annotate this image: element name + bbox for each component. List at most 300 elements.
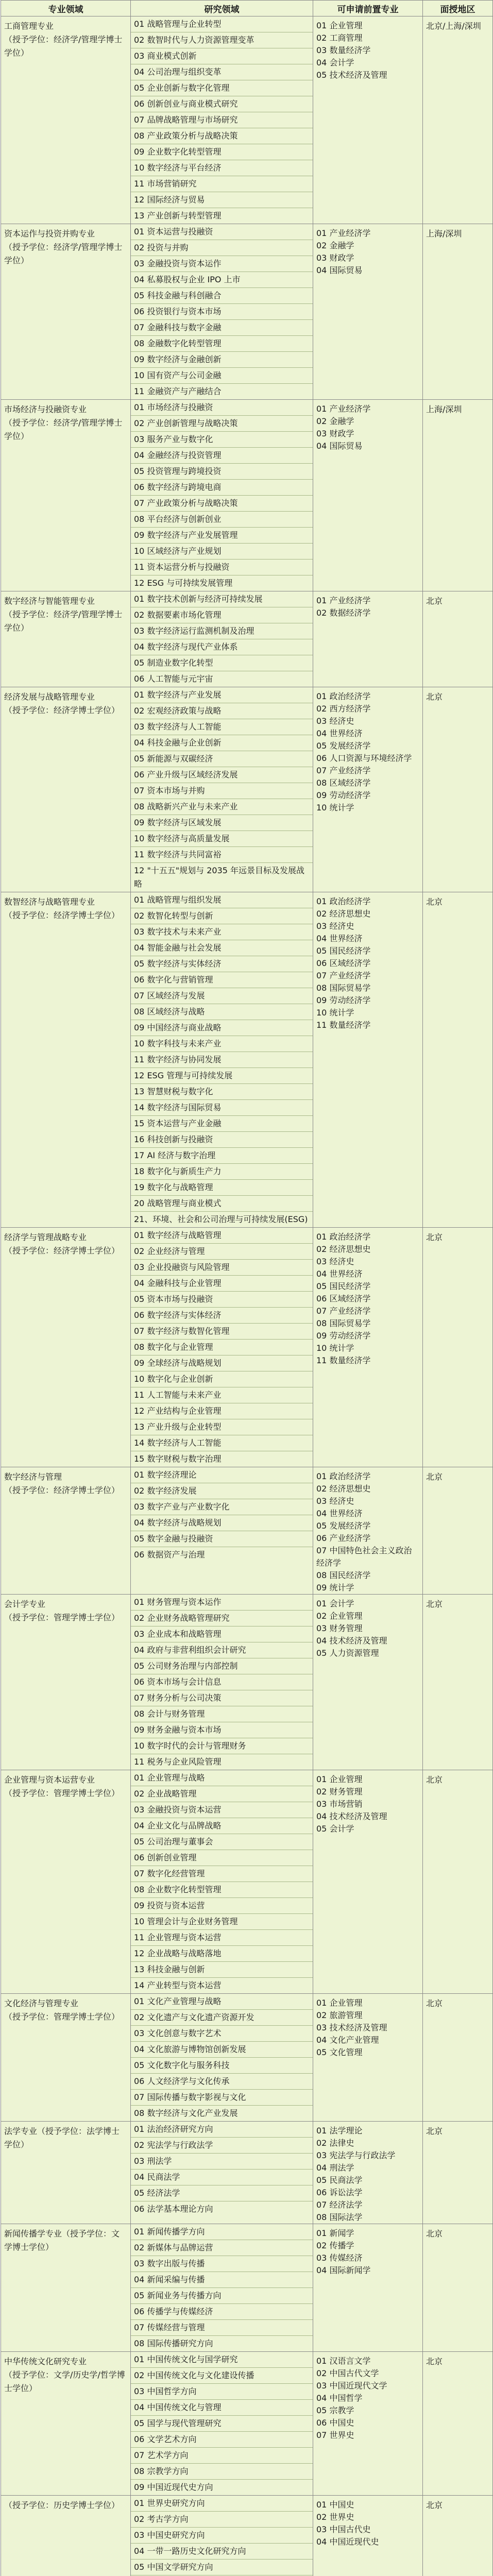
major-item: 05 发展经济学 <box>316 741 371 751</box>
direction-item: 04 科技金融与企业创新 <box>131 735 313 751</box>
direction-item: 03 商业模式创新 <box>131 48 313 64</box>
region-cell: 北京 <box>423 2122 493 2224</box>
major-item: 01 产业经济学 <box>316 404 371 414</box>
major-item: 01 政治经济学 <box>316 1232 371 1242</box>
direction-item: 06 创新创业与商业模式研究 <box>131 96 313 112</box>
direction-item: 11 资本运营分析与投融资 <box>131 560 313 575</box>
direction-item: 01 财务管理与资本运作 <box>131 1595 313 1611</box>
major-item: 02 企业管理 <box>316 1611 363 1621</box>
major-item: 04 世界经济 <box>316 1269 363 1279</box>
direction-item: 01 数字经济与战略管理 <box>131 1228 313 1244</box>
major-item: 01 企业管理 <box>316 1998 363 2008</box>
table-body <box>1 16 493 2576</box>
major-item: 06 产业经济学 <box>316 1533 371 1543</box>
directions-cell <box>131 1770 313 1994</box>
field-degree: （授予学位：管理学博士学位） <box>4 1788 120 1798</box>
direction-item: 01 法治经济研究方向 <box>131 2122 313 2138</box>
region-cell: 北京 <box>423 2352 493 2496</box>
major-item: 07 产业经济学 <box>316 1306 371 1316</box>
direction-item: 01 新闻传播学方向 <box>131 2224 313 2240</box>
direction-item: 14 产业转型与资本运营 <box>134 1980 222 1990</box>
major-item: 01 会计学 <box>316 1599 354 1608</box>
direction-item: 10 数字经济与平台经济 <box>131 160 313 176</box>
major-item: 10 统计学 <box>316 803 354 812</box>
major-item: 04 技术经济及管理 <box>316 1636 387 1646</box>
direction-item: 19 数字化与战略管理 <box>131 1180 313 1196</box>
direction-item: 05 数字经济与实体经济 <box>131 956 313 972</box>
region-cell: 北京 <box>423 1770 493 1994</box>
major-item: 02 金融学 <box>316 416 354 426</box>
major-item: 03 经济史 <box>316 921 354 931</box>
field-cell <box>1 1467 131 1595</box>
major-item: 05 国民经济学 <box>316 946 371 956</box>
field-name: 市场经济与投融资专业 <box>4 404 87 414</box>
major-item: 02 财务管理 <box>316 1787 363 1797</box>
region-cell: 上海/深圳 <box>423 400 493 591</box>
direction-item: 02 产业创新管理与战略决策 <box>131 416 313 432</box>
field-name: 经济学与管理战略专业 <box>4 1232 87 1242</box>
direction-item: 10 数字科技与未来产业 <box>131 1036 313 1052</box>
field-cell <box>1 2122 131 2224</box>
major-item: 04 世界经济 <box>316 1509 363 1518</box>
major-item: 01 法学理论 <box>316 2126 363 2136</box>
direction-item: 02 企业战略管理 <box>131 1786 313 1802</box>
direction-item: 05 国学与现代管理研究 <box>131 2416 313 2432</box>
direction-item: 12 ESG 与可持续发展管理 <box>134 578 233 588</box>
field-name: 资本运作与投资并购专业 <box>4 229 95 239</box>
major-item: 03 中国近现代文学 <box>316 2381 387 2391</box>
directions-cell <box>131 591 313 687</box>
direction-item: 02 数智化转型与创新 <box>131 908 313 924</box>
field-name: 会计学专业 <box>4 1599 46 1609</box>
table-row <box>1 1595 493 1770</box>
direction-item: 04 金融经济与投资管理 <box>131 448 313 464</box>
directions-cell <box>131 2496 313 2576</box>
region-cell: 北京 <box>423 1595 493 1770</box>
major-item: 02 世界史 <box>316 2512 354 2522</box>
direction-item: 09 中国近现代史方向 <box>134 2482 213 2492</box>
field-degree: （授予学位：经济学博士学位） <box>4 1485 120 1495</box>
directions-cell <box>131 1228 313 1467</box>
field-cell <box>1 400 131 591</box>
major-item: 02 数据经济学 <box>316 608 371 618</box>
directions-cell <box>131 1994 313 2122</box>
directions-cell <box>131 16 313 224</box>
direction-item: 02 数字经济发展 <box>131 1483 313 1499</box>
direction-item: 07 区域经济与发展 <box>131 988 313 1004</box>
direction-item: 03 金融投资与资本运作 <box>131 256 313 272</box>
major-item: 06 区域经济学 <box>316 1294 371 1303</box>
field-cell <box>1 1228 131 1467</box>
direction-item: 05 公司治理与董事会 <box>131 1834 313 1850</box>
direction-item: 12 产业结构与企业管理 <box>131 1403 313 1419</box>
direction-item: 13 产业创新与转型管理 <box>134 211 222 221</box>
direction-item: 08 会计与财务管理 <box>131 1706 313 1722</box>
major-item: 07 经济法学 <box>316 2200 363 2210</box>
table-row <box>1 591 493 687</box>
field-degree: （授予学位：管理学博士学位） <box>4 1613 120 1622</box>
major-item: 02 经济思想史 <box>316 1484 371 1494</box>
major-item: 05 民商法学 <box>316 2175 363 2185</box>
direction-item: 10 数字时代的会计与管理财务 <box>131 1738 313 1754</box>
direction-item: 12 企业战略与战略落地 <box>131 1946 313 1962</box>
field-cell <box>1 2224 131 2352</box>
region-cell: 北京 <box>423 2496 493 2576</box>
major-item: 03 经济史 <box>316 1257 354 1266</box>
major-item: 03 宪法学与行政法学 <box>316 2150 396 2160</box>
major-item: 02 法律史 <box>316 2138 354 2148</box>
major-item: 10 统计学 <box>316 1008 354 1018</box>
majors-cell <box>313 224 423 400</box>
direction-item: 08 企业数字化转型管理 <box>131 1882 313 1898</box>
direction-item: 10 区域经济与产业规划 <box>131 544 313 560</box>
major-item: 02 工商管理 <box>316 33 363 43</box>
direction-item: 06 投资银行与资本市场 <box>131 304 313 320</box>
field-cell <box>1 687 131 892</box>
direction-item: 13 智慧财税与数字化 <box>131 1084 313 1100</box>
major-item: 05 会计学 <box>316 1824 354 1834</box>
table-row <box>1 892 493 1228</box>
direction-item: 08 金融数字化转型管理 <box>131 336 313 352</box>
direction-item: 06 数字化与营销管理 <box>131 972 313 988</box>
directions-cell <box>131 2224 313 2352</box>
direction-item: 05 制造业数字化转型 <box>131 655 313 671</box>
direction-item: 04 新闻采编与传播 <box>131 2272 313 2288</box>
major-item: 07 产业经济学 <box>316 766 371 775</box>
field-name: 新闻传播学专业（授予学位：文学博士学位） <box>4 2229 120 2252</box>
field-degree: （授予学位：经济学/管理学博士学位） <box>4 242 123 265</box>
direction-item: 01 战略管理与企业转型 <box>131 16 313 32</box>
major-item: 09 劳动经济学 <box>316 1331 371 1341</box>
table-row <box>1 2496 493 2576</box>
header-majors: 可申请前置专业 <box>313 1 423 16</box>
direction-item: 09 财务金融与资本市场 <box>131 1722 313 1738</box>
direction-item: 12 ESG 管理与可持续发展 <box>131 1068 313 1084</box>
major-item: 11 数量经济学 <box>316 1355 371 1365</box>
major-item: 05 文化管理 <box>316 2047 363 2057</box>
direction-item: 08 平台经济与创新创业 <box>131 512 313 528</box>
direction-item: 05 资本市场与投融资 <box>131 1292 313 1308</box>
direction-item: 15 资本运营与产业金融 <box>131 1116 313 1132</box>
direction-item: 03 企业投融资与风险管理 <box>131 1260 313 1276</box>
major-item: 03 市场营销 <box>316 1799 363 1809</box>
major-item: 02 经济思想史 <box>316 909 371 919</box>
majors-cell <box>313 2496 423 2576</box>
region-cell: 北京 <box>423 1467 493 1595</box>
direction-item: 12 "十五五"规划与 2035 年远景目标及发展战略 <box>134 866 305 889</box>
direction-item: 02 投资与并购 <box>131 240 313 256</box>
direction-item: 04 智能金融与社会发展 <box>131 940 313 956</box>
major-item: 04 中国哲学 <box>316 2393 363 2403</box>
field-name: 数字经济与管理 <box>4 1472 62 1482</box>
directions-cell <box>131 687 313 892</box>
direction-item: 07 艺术学方向 <box>131 2448 313 2464</box>
direction-item: 11 金融资产与产融结合 <box>134 386 222 396</box>
direction-item: 03 中国哲学方向 <box>131 2384 313 2400</box>
table-row <box>1 1467 493 1595</box>
direction-item: 03 刑法学 <box>131 2154 313 2170</box>
major-item: 08 国民经济学 <box>316 1570 371 1580</box>
direction-item: 02 考古学方向 <box>131 2512 313 2528</box>
direction-item: 20 战略管理与商业模式 <box>131 1196 313 1212</box>
direction-item: 04 私募股权与企业 IPO 上市 <box>131 272 313 288</box>
region-cell: 北京/上海/深圳 <box>423 16 493 224</box>
direction-item: 03 数字产业与产业数字化 <box>131 1499 313 1515</box>
direction-item: 06 数字经济与跨境电商 <box>131 480 313 496</box>
direction-item: 04 金融科技与企业管理 <box>131 1276 313 1292</box>
direction-item: 08 数字经济与文化产业发展 <box>134 2108 238 2118</box>
direction-item: 01 数字经济理论 <box>131 1467 313 1483</box>
direction-item: 06 数据资产与治理 <box>134 1550 205 1560</box>
majors-cell <box>313 892 423 1228</box>
direction-item: 02 企业财务战略管理研究 <box>131 1611 313 1626</box>
direction-item: 04 公司治理与组织变革 <box>131 64 313 80</box>
major-item: 07 世界史 <box>316 2430 354 2440</box>
major-item: 03 财务管理 <box>316 1623 363 1633</box>
direction-item: 09 中国经济与商业战略 <box>131 1020 313 1036</box>
direction-item: 04 数字经济与现代产业体系 <box>131 639 313 655</box>
major-item: 03 中国古代史 <box>316 2524 371 2534</box>
directions-cell <box>131 2352 313 2496</box>
direction-item: 11 税务与企业风险管理 <box>134 1757 222 1767</box>
field-degree: （授予学位：管理学博士学位） <box>4 2012 120 2022</box>
major-item: 02 经济思想史 <box>316 1244 371 1254</box>
region-cell: 北京 <box>423 1994 493 2122</box>
header-field: 专业领域 <box>1 1 131 16</box>
direction-item: 05 文化数字化与服务科技 <box>131 2058 313 2074</box>
directions-cell <box>131 1595 313 1770</box>
table-row <box>1 687 493 892</box>
major-item: 03 传媒经济 <box>316 2253 363 2263</box>
direction-item: 01 文化产业管理与战略 <box>131 1994 313 2010</box>
major-item: 03 财政学 <box>316 429 354 438</box>
direction-item: 15 数字财税与数字治理 <box>134 1454 222 1464</box>
direction-item: 06 法学基本理论方向 <box>134 2204 213 2214</box>
direction-item: 11 人工智能与未来产业 <box>131 1387 313 1403</box>
majors-cell <box>313 2122 423 2224</box>
direction-item: 10 国有资产与公司金融 <box>131 368 313 384</box>
direction-item: 03 数字出版与传播 <box>131 2256 313 2272</box>
table-row <box>1 1228 493 1467</box>
direction-item: 06 创新创业管理 <box>131 1850 313 1866</box>
direction-item: 05 新闻业务与传播方向 <box>131 2288 313 2304</box>
table-row <box>1 1994 493 2122</box>
major-item: 02 西方经济学 <box>316 704 371 714</box>
major-item: 06 区域经济学 <box>316 958 371 968</box>
direction-item: 10 数字经济与高质量发展 <box>131 831 313 847</box>
direction-item: 07 资本市场与并购 <box>131 783 313 799</box>
direction-item: 09 数字经济与金融创新 <box>131 352 313 368</box>
direction-item: 01 数字技术创新与经济可持续发展 <box>131 591 313 607</box>
direction-item: 01 企业管理与战略 <box>131 1770 313 1786</box>
table-row <box>1 16 493 224</box>
major-item: 02 旅游管理 <box>316 2010 363 2020</box>
majors-cell <box>313 16 423 224</box>
major-item: 11 数量经济学 <box>316 1020 371 1030</box>
field-degree: （授予学位：经济学博士学位） <box>4 705 120 715</box>
field-name: 经济发展与战略管理专业 <box>4 692 95 702</box>
major-item: 09 劳动经济学 <box>316 790 371 800</box>
major-item: 05 宗教学 <box>316 2405 354 2415</box>
direction-item: 17 AI 经济与数字治理 <box>131 1148 313 1164</box>
direction-item: 02 新媒体与品牌运营 <box>131 2240 313 2256</box>
direction-item: 07 金融科技与数字金融 <box>131 320 313 336</box>
direction-item: 02 中国传统文化与文化建设传播 <box>131 2368 313 2384</box>
field-name: 数字经济与智能管理专业 <box>4 596 95 606</box>
direction-item: 01 数字经济与产业发展 <box>131 687 313 703</box>
field-degree: （授予学位：经济学博士学位） <box>4 1246 120 1256</box>
direction-item: 02 数智时代与人力资源管理变革 <box>131 32 313 48</box>
direction-item: 04 中国传统文化与管理 <box>131 2400 313 2416</box>
direction-item: 06 人文经济学与文化传承 <box>131 2074 313 2090</box>
field-cell <box>1 892 131 1228</box>
field-name: （授予学位：历史学博士学位） <box>4 2500 120 2510</box>
direction-item: 03 企业成本和战略管理 <box>131 1626 313 1642</box>
direction-item: 11 数字经济与协同发展 <box>131 1052 313 1068</box>
major-item: 04 国际贸易 <box>316 441 363 451</box>
major-item: 01 政治经济学 <box>316 1471 371 1481</box>
major-item: 01 产业经济学 <box>316 596 371 605</box>
major-item: 08 国际法学 <box>316 2212 363 2222</box>
field-cell <box>1 591 131 687</box>
direction-item: 04 数字经济与战略规划 <box>131 1515 313 1531</box>
major-item: 07 中国特色社会主义政治经济学 <box>316 1546 412 1568</box>
field-name: 数智经济与战略管理专业 <box>4 897 95 907</box>
field-name: 文化经济与管理专业 <box>4 1998 79 2008</box>
table-row <box>1 2224 493 2352</box>
direction-item: 10 数字化与企业创新 <box>131 1371 313 1387</box>
major-item: 08 国际贸易学 <box>316 983 371 993</box>
direction-item: 03 中国史研究方向 <box>131 2528 313 2544</box>
major-item: 04 技术经济及管理 <box>316 1811 387 1821</box>
major-item: 07 产业经济学 <box>316 971 371 980</box>
direction-item: 01 世界史研究方向 <box>131 2496 313 2512</box>
major-item: 04 文化产业管理 <box>316 2035 379 2045</box>
direction-item: 01 战略管理与组织发展 <box>131 892 313 908</box>
major-item: 04 中国近现代史 <box>316 2537 379 2547</box>
major-item: 06 人口资源与环境经济学 <box>316 753 412 763</box>
direction-item: 07 财务分析与公司决策 <box>131 1690 313 1706</box>
direction-item: 05 数字金融与投融资 <box>131 1531 313 1547</box>
header-directions: 研究领域 <box>131 1 313 16</box>
direction-item: 07 品牌战略管理与市场研究 <box>131 112 313 128</box>
field-name: 法学专业（授予学位：法学博士学位） <box>4 2126 120 2149</box>
direction-item: 03 数字技术与未来产业 <box>131 924 313 940</box>
major-item: 03 财政学 <box>316 253 354 263</box>
major-item: 08 区域经济学 <box>316 778 371 788</box>
major-item: 05 人力资源管理 <box>316 1648 379 1658</box>
direction-item: 18 数字化与新质生产力 <box>131 1164 313 1180</box>
direction-item: 05 中国文学研究方向 <box>131 2560 313 2575</box>
direction-item: 07 产业政策分析与战略决策 <box>131 496 313 512</box>
field-cell <box>1 2352 131 2496</box>
table-row <box>1 224 493 400</box>
major-item: 03 经济史 <box>316 716 354 726</box>
region-cell: 北京 <box>423 687 493 892</box>
direction-item: 05 公司财务治理与内部控制 <box>131 1658 313 1674</box>
major-item: 01 新闻学 <box>316 2228 354 2238</box>
direction-item: 11 数字经济与共同富裕 <box>131 847 313 863</box>
major-item: 01 企业管理 <box>316 1774 363 1784</box>
direction-item: 05 企业创新与数字化管理 <box>131 80 313 96</box>
major-item: 05 发展经济学 <box>316 1521 371 1531</box>
directions-cell <box>131 1467 313 1595</box>
direction-item: 09 数字经济与产业发展管理 <box>131 528 313 544</box>
major-item: 10 统计学 <box>316 1343 354 1353</box>
directions-cell <box>131 400 313 591</box>
direction-item: 06 资本市场与会计信息 <box>131 1674 313 1690</box>
major-item: 09 统计学 <box>316 1583 354 1592</box>
region-cell: 北京 <box>423 591 493 687</box>
region-cell: 北京 <box>423 892 493 1228</box>
major-item: 02 中国古代文学 <box>316 2368 379 2378</box>
direction-item: 07 国际传播与数字影视与文化 <box>131 2090 313 2106</box>
majors-cell <box>313 1467 423 1595</box>
direction-item: 02 文化遗产与文化遗产资源开发 <box>131 2010 313 2026</box>
table-row <box>1 1770 493 1994</box>
direction-item: 05 科技金融与科创融合 <box>131 288 313 304</box>
major-item: 04 世界经济 <box>316 728 363 738</box>
direction-item: 02 宪法学与行政法学 <box>131 2138 313 2154</box>
major-item: 06 诉讼法学 <box>316 2188 363 2197</box>
direction-item: 08 战略新兴产业与未来产业 <box>131 799 313 815</box>
field-degree: （授予学位：经济学/管理学博士学位） <box>4 609 123 633</box>
major-item: 02 传播学 <box>316 2241 354 2250</box>
direction-item: 07 数字经济与数智化管理 <box>131 1324 313 1340</box>
direction-item: 14 数字经济与国际贸易 <box>131 1100 313 1116</box>
region-cell: 北京 <box>423 2224 493 2352</box>
direction-item: 03 服务产业与数字化 <box>131 432 313 448</box>
table-header-row <box>1 1 493 16</box>
direction-item: 01 中国传统文化与国学研究 <box>131 2352 313 2368</box>
field-name: 工商管理专业 <box>4 21 54 31</box>
major-item: 01 企业管理 <box>316 21 363 30</box>
table-row <box>1 2352 493 2496</box>
direction-item: 09 数字经济与区域发展 <box>131 815 313 831</box>
direction-item: 03 数字经济运行监测机制及治理 <box>131 623 313 639</box>
direction-item: 04 文化旅游与博物馆创新发展 <box>131 2042 313 2058</box>
direction-item: 04 政府与非营利组织会计研究 <box>131 1642 313 1658</box>
direction-item: 06 文学艺术方向 <box>131 2432 313 2448</box>
direction-item: 08 区域经济与战略 <box>131 1004 313 1020</box>
program-table <box>1 0 493 2576</box>
field-cell <box>1 1770 131 1994</box>
direction-item: 02 宏观经济政策与战略 <box>131 703 313 719</box>
major-item: 01 政治经济学 <box>316 691 371 701</box>
direction-item: 06 数字经济与实体经济 <box>131 1308 313 1324</box>
field-cell <box>1 2496 131 2576</box>
major-item: 04 国际新闻学 <box>316 2265 371 2275</box>
major-item: 04 刑法学 <box>316 2163 354 2173</box>
field-cell <box>1 224 131 400</box>
field-cell <box>1 16 131 224</box>
major-item: 04 会计学 <box>316 58 354 67</box>
table-row <box>1 400 493 591</box>
direction-item: 04 企业文化与品牌战略 <box>131 1818 313 1834</box>
direction-item: 03 金融投资与资本运营 <box>131 1802 313 1818</box>
major-item: 05 国民经济学 <box>316 1281 371 1291</box>
direction-item: 05 经济法学 <box>131 2185 313 2201</box>
majors-cell <box>313 591 423 687</box>
direction-item: 04 民商法学 <box>131 2170 313 2185</box>
field-cell <box>1 1595 131 1770</box>
direction-item: 13 科技金融与创新 <box>131 1962 313 1978</box>
direction-item: 10 管理会计与企业财务管理 <box>131 1914 313 1930</box>
direction-item: 08 国际传播研究方向 <box>134 2338 213 2348</box>
major-item: 06 中国史 <box>316 2418 354 2428</box>
direction-item: 09 企业数字化转型管理 <box>131 144 313 160</box>
field-name: 中华传统文化研究专业 <box>4 2357 87 2366</box>
